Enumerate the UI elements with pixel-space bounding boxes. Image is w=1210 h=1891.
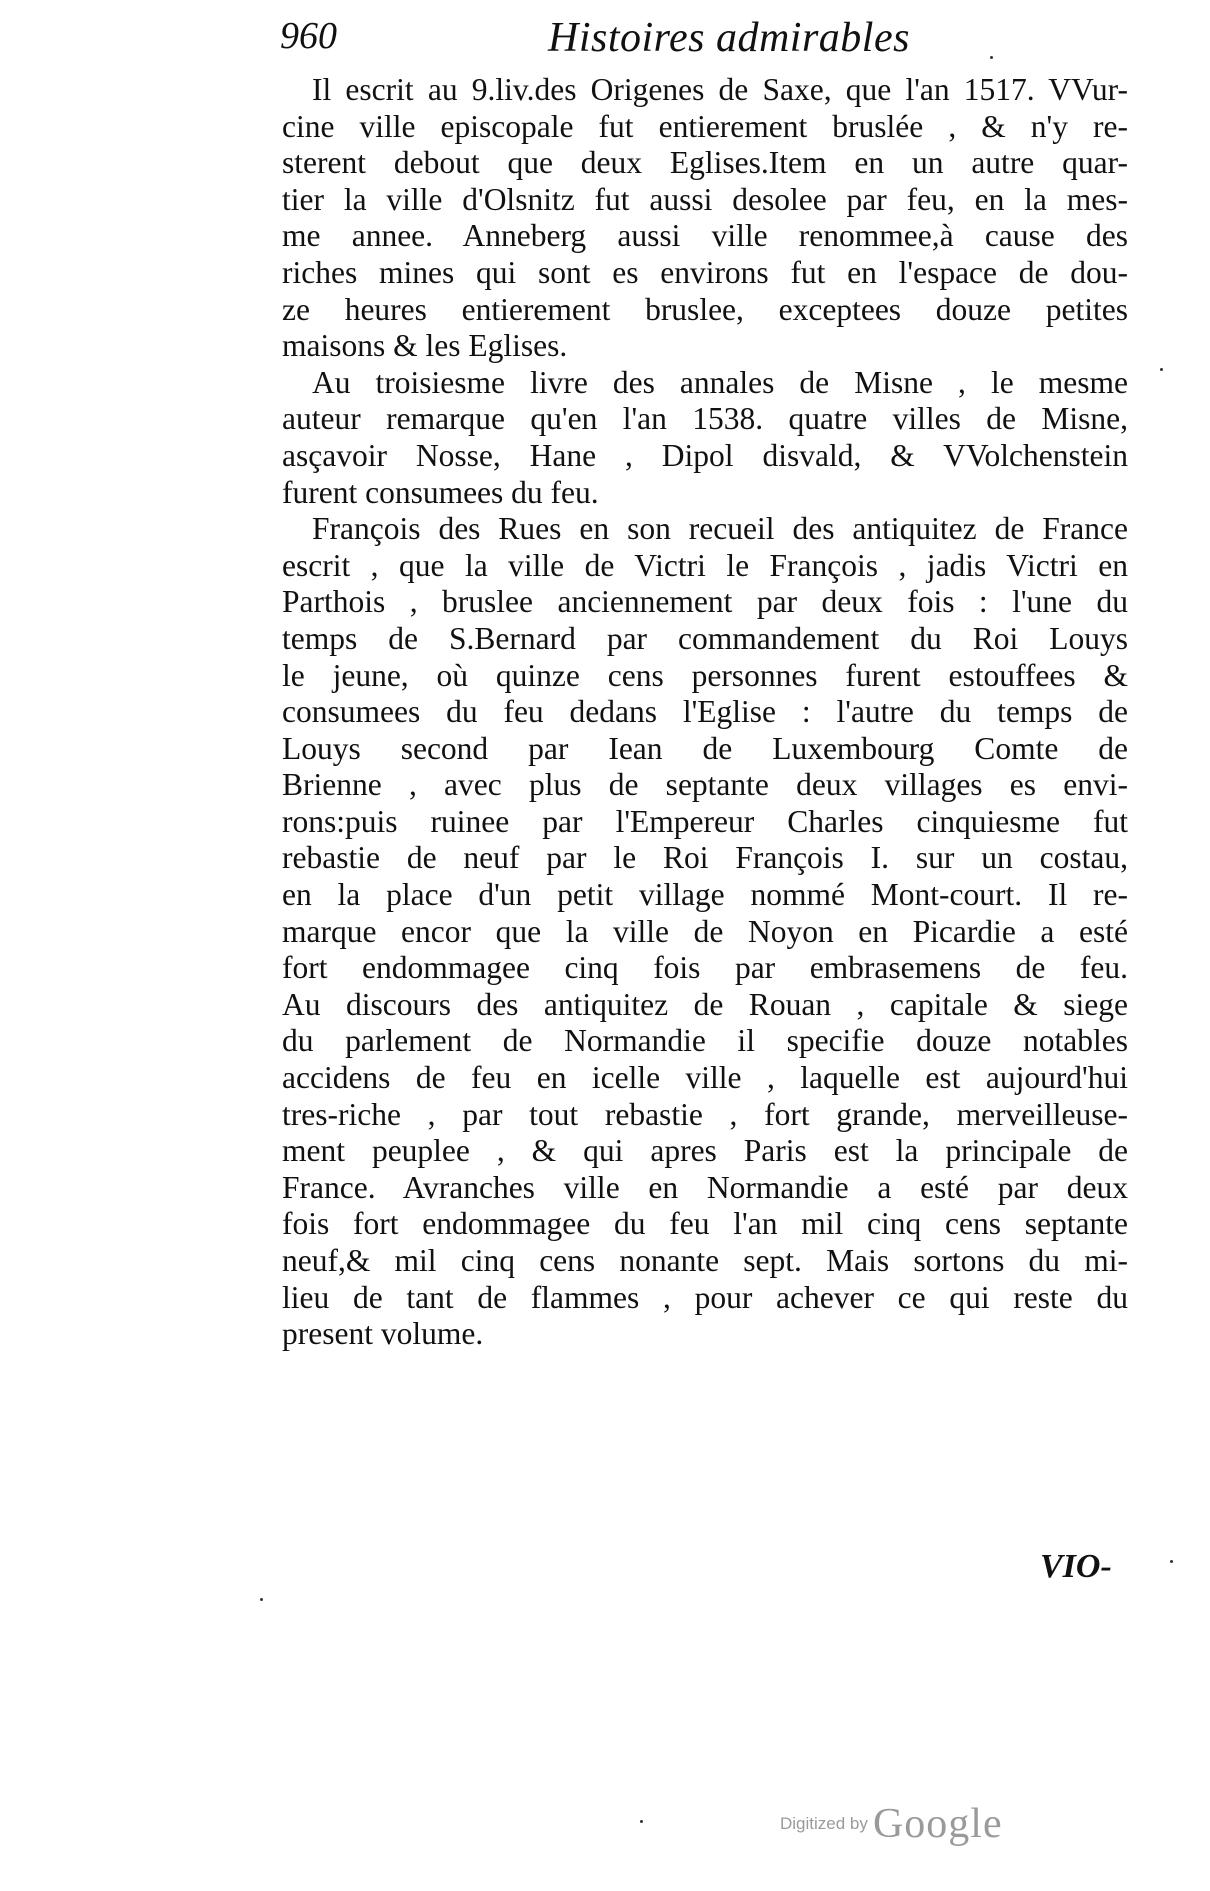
text-line: Louys second par Iean de Luxembourg Comte de: [282, 730, 1128, 766]
text-line: marque encor que la ville de Noyon en Picardie a esté: [282, 913, 1128, 949]
print-speck: [260, 1598, 263, 1601]
watermark-logo-text: Google: [872, 1801, 1003, 1847]
text-line: tres-riche , par tout rebastie , fort grande, merveilleuse-: [282, 1096, 1128, 1132]
text-line: maisons & les Eglises.: [282, 328, 568, 364]
text-line: present volume.: [282, 1316, 484, 1352]
text-line: furent consumees du feu.: [282, 474, 599, 510]
text-line: ze heures entierement bruslee, exceptees douze petites: [282, 291, 1128, 327]
text-line: rons:puis ruinee par l'Empereur Charles cinquiesme fut: [282, 803, 1128, 839]
text-line: consumees du feu dedans l'Eglise : l'autre du temps de: [282, 694, 1128, 730]
text-line: temps de S.Bernard par commandement du Roi Louys: [282, 620, 1128, 656]
text-line: Parthois , bruslee anciennement par deux fois : l'une du: [282, 584, 1128, 620]
text-line: neuf,& mil cinq cens nonante sept. Mais sortons du mi-: [282, 1243, 1128, 1278]
text-line: fort endommagee cinq fois par embrasemens de feu.: [282, 950, 1128, 986]
text-line: Brienne , avec plus de septante deux villages es envi-: [282, 767, 1128, 803]
watermark-small-text: Digitized by: [780, 1814, 868, 1833]
text-line: riches mines qui sont es environs fut en l'espace de dou-: [282, 254, 1128, 290]
page-header: [280, 14, 980, 70]
text-line: sterent debout que deux Eglises.Item en un autre quar-: [282, 145, 1128, 181]
page-number: 960: [280, 15, 337, 57]
paragraph-1: [282, 72, 1128, 365]
text-line: tier la ville d'Olsnitz fut aussi desolee par feu, en la mes-: [282, 181, 1128, 217]
text-line: du parlement de Normandie il specifie douze notables: [282, 1023, 1128, 1059]
text-line: France. Avranches ville en Normandie a esté par deux: [282, 1169, 1128, 1205]
print-speck: [1170, 1560, 1173, 1563]
text-line: Au troisiesme livre des annales de Misne , le mesme: [312, 364, 1128, 400]
text-line: auteur remarque qu'en l'an 1538. quatre villes de Misne,: [282, 401, 1128, 437]
print-speck: [990, 56, 993, 59]
text-line: escrit , que la ville de Victri le François , jadis Victri en: [282, 547, 1128, 583]
text-line: fois fort endommagee du feu l'an mil cinq cens septante: [282, 1206, 1128, 1242]
running-title: Histoires admirables: [548, 15, 910, 61]
text-line: cine ville episcopale fut entierement bruslée , & n'y re-: [282, 108, 1128, 144]
text-line: accidens de feu en icelle ville , laquelle est aujourd'hui: [282, 1060, 1128, 1096]
print-speck: [640, 1820, 643, 1823]
text-line: ment peuplee , & qui apres Paris est la principale de: [282, 1133, 1128, 1169]
text-line: asçavoir Nosse, Hane , Dipol disvald, & VVolchenstein: [282, 437, 1128, 473]
paragraph-3: [282, 511, 1128, 1353]
text-body: [282, 72, 1128, 1353]
digitized-watermark: [780, 1800, 1003, 1850]
text-line: le jeune, où quinze cens personnes furent estouffees &: [282, 657, 1128, 693]
text-line: me annee. Anneberg aussi ville renommee,à cause des: [282, 218, 1128, 254]
text-line: François des Rues en son recueil des antiquitez de France: [312, 511, 1128, 547]
text-line: Au discours des antiquitez de Rouan , capitale & siege: [282, 986, 1128, 1022]
text-line: Il escrit au 9.liv.des Origenes de Saxe, que l'an 1517. VVur-: [312, 72, 1128, 107]
print-speck: [1160, 368, 1163, 371]
catchword: VIO-: [1040, 1548, 1112, 1585]
text-line: rebastie de neuf par le Roi François I. sur un costau,: [282, 840, 1128, 876]
text-line: lieu de tant de flammes , pour achever ce qui reste du: [282, 1279, 1128, 1315]
paragraph-2: [282, 365, 1128, 511]
text-line: en la place d'un petit village nommé Mont-court. Il re-: [282, 877, 1128, 913]
